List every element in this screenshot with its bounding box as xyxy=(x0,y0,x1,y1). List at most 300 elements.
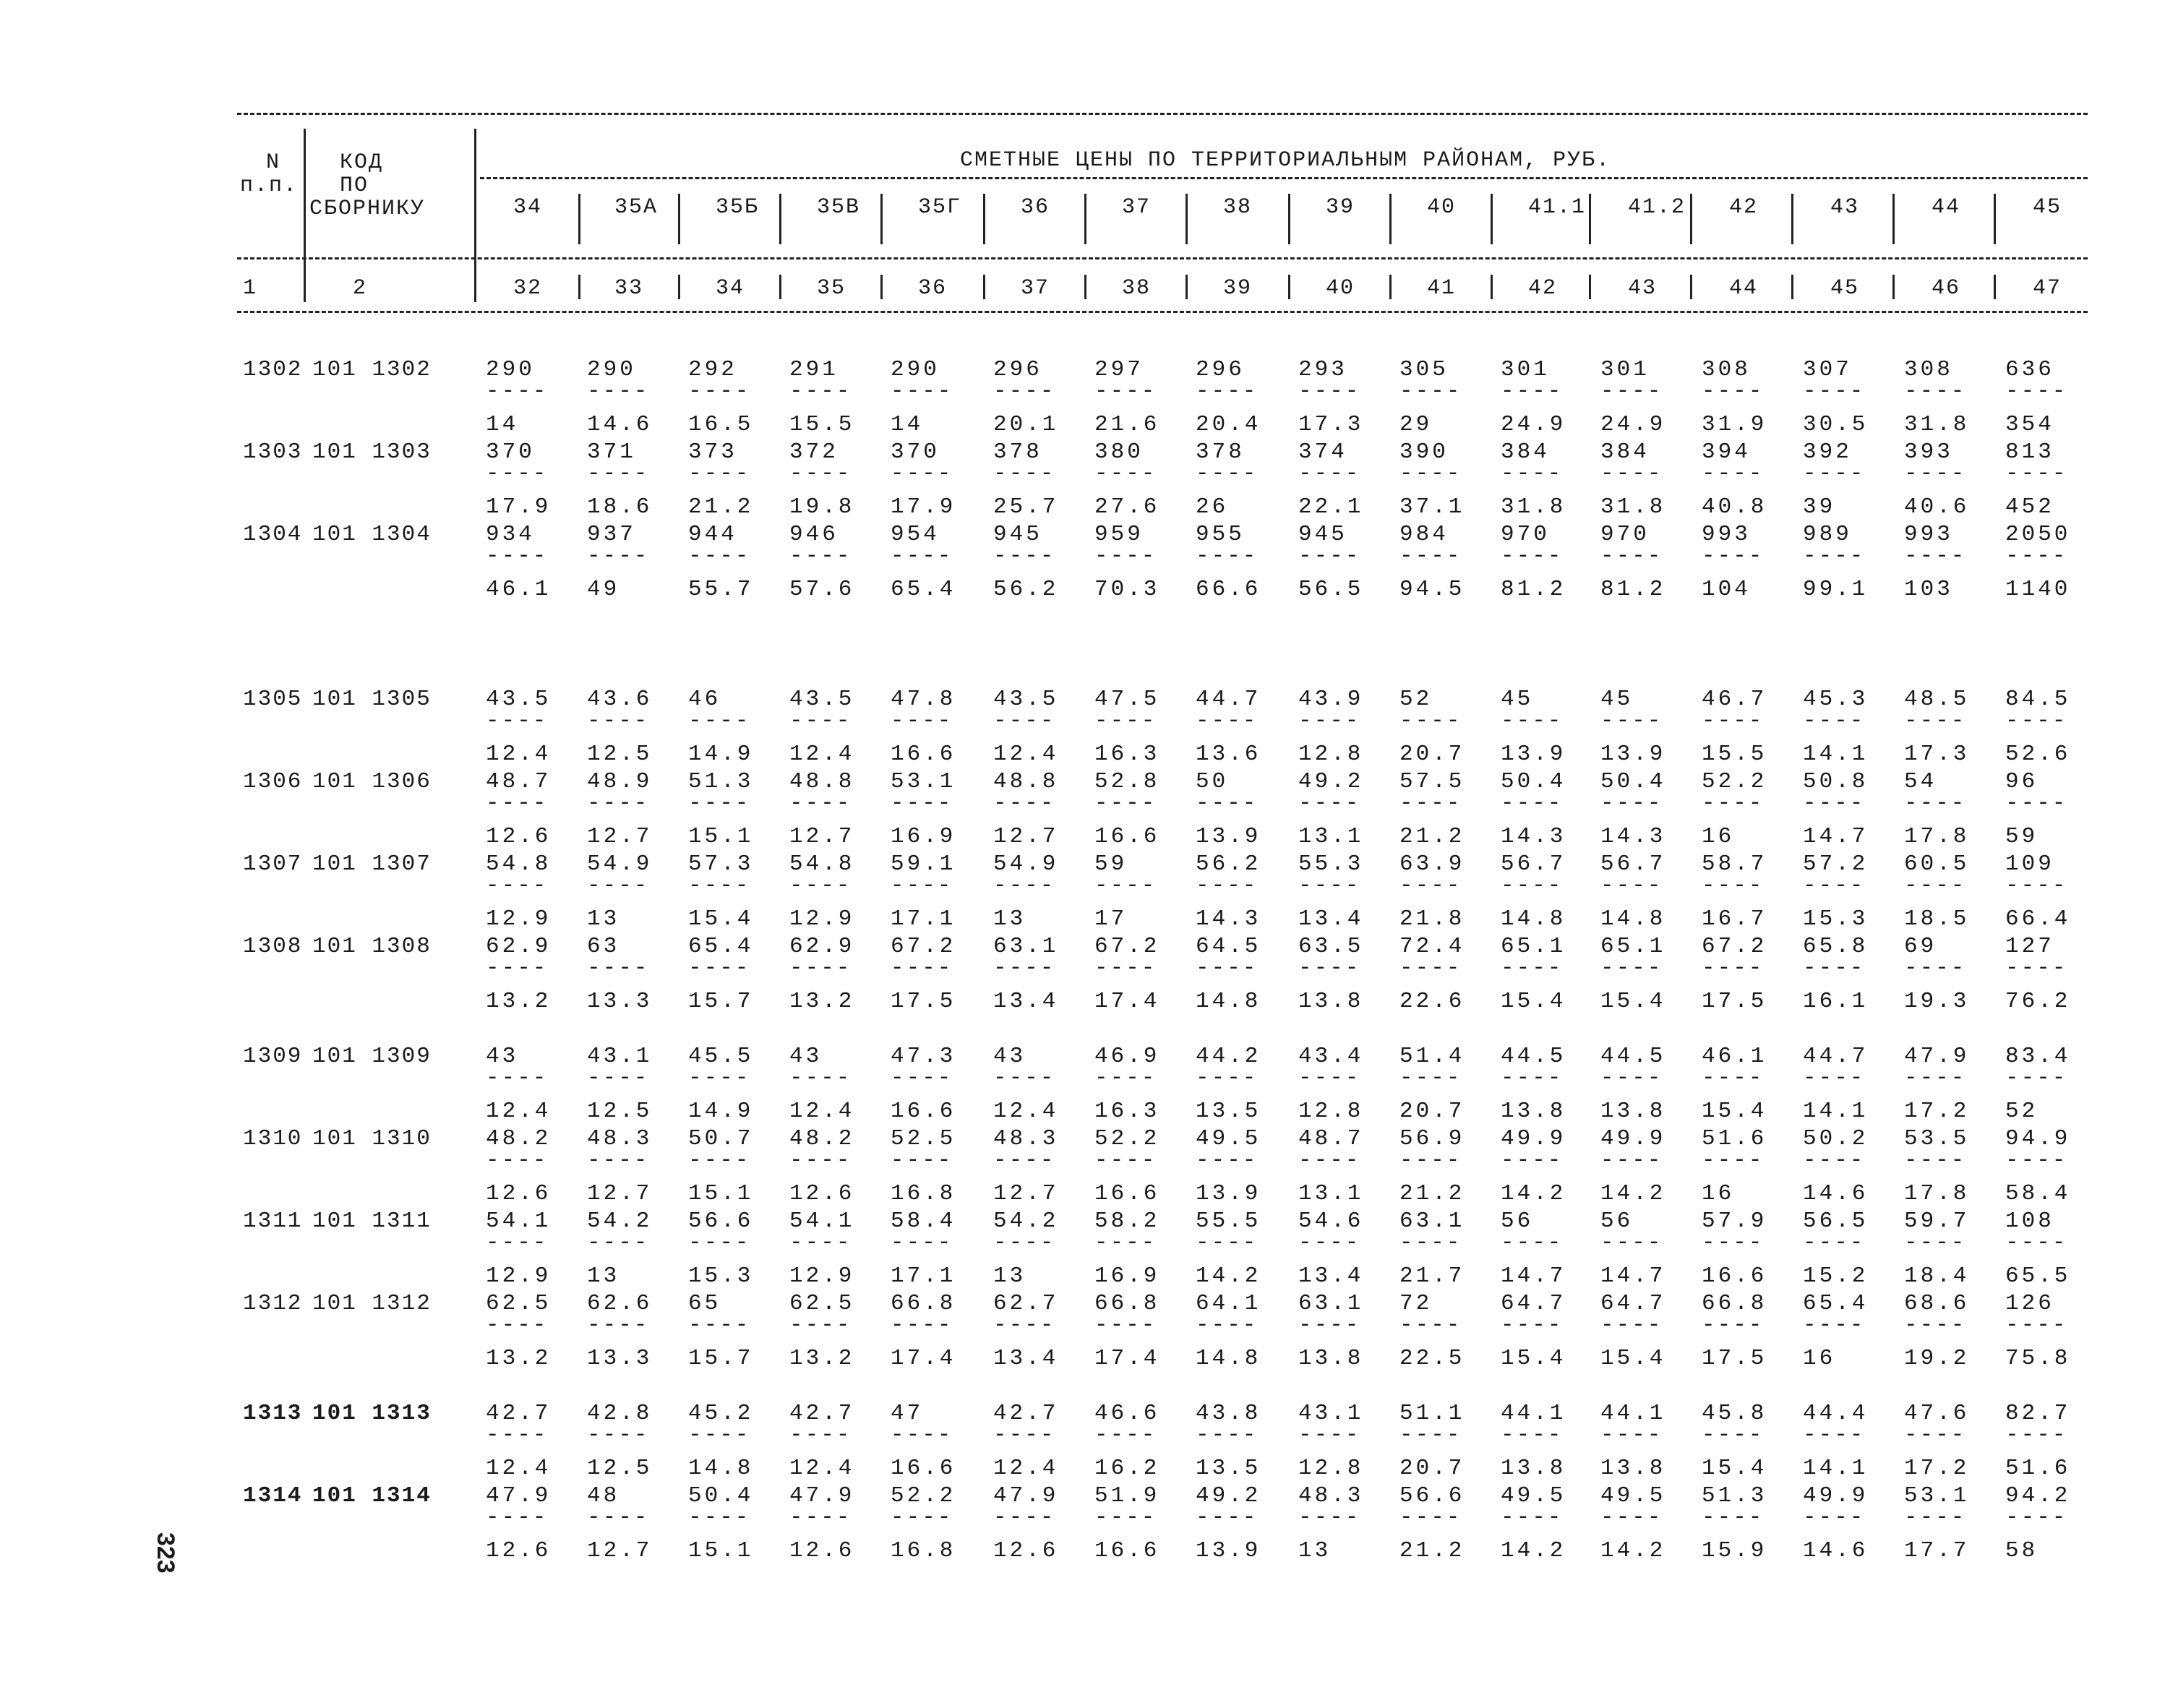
column-number-8: 38 xyxy=(1122,276,1152,301)
fraction-line: ---- xyxy=(789,1230,852,1256)
column-number-9: 39 xyxy=(1223,276,1253,301)
price-cell: 54.1 xyxy=(486,1209,552,1234)
separator-region-4 xyxy=(983,194,985,244)
price-cell: 14.6 xyxy=(587,412,653,437)
price-cell: 21.8 xyxy=(1399,906,1465,932)
fraction-line: ---- xyxy=(1298,544,1361,569)
price-cell: 15.1 xyxy=(688,1181,754,1206)
price-cell: 15.4 xyxy=(1501,1346,1566,1371)
price-cell: 66.8 xyxy=(1094,1291,1160,1316)
header-code-label-3: СБОРНИКУ xyxy=(309,197,426,221)
fraction-line: ---- xyxy=(2005,544,2068,569)
fraction-line: ---- xyxy=(2005,379,2068,404)
price-cell: 96 xyxy=(2005,769,2038,794)
price-cell: 12.4 xyxy=(789,1099,855,1124)
price-cell: 296 xyxy=(993,357,1042,382)
price-cell: 13.6 xyxy=(1196,742,1261,767)
fraction-line: ---- xyxy=(993,873,1056,898)
price-cell: 52.8 xyxy=(1094,769,1160,794)
price-cell: 12.6 xyxy=(789,1181,855,1206)
price-cell: 13.8 xyxy=(1600,1456,1666,1481)
fraction-line: ---- xyxy=(486,791,549,816)
price-cell: 47.6 xyxy=(1904,1401,1970,1426)
fraction-line: ---- xyxy=(688,1313,751,1338)
fraction-line: ---- xyxy=(891,461,953,486)
price-cell: 16.3 xyxy=(1094,1099,1160,1124)
header-top-rule xyxy=(237,113,2088,115)
separator-region-10 xyxy=(1589,194,1591,244)
fraction-line: ---- xyxy=(1094,1422,1157,1448)
price-cell: 813 xyxy=(2005,439,2054,465)
price-cell: 70.3 xyxy=(1094,577,1160,602)
fraction-line: ---- xyxy=(891,1505,953,1530)
price-cell: 62.5 xyxy=(789,1291,855,1316)
fraction-line: ---- xyxy=(1904,544,1967,569)
fraction-line: ---- xyxy=(891,956,953,981)
separator-colnum-14 xyxy=(1994,275,1996,299)
price-cell: 50.7 xyxy=(688,1126,754,1151)
fraction-line: ---- xyxy=(688,544,751,569)
fraction-line: ---- xyxy=(1399,379,1462,404)
fraction-line: ---- xyxy=(1904,791,1967,816)
separator-colnum-13 xyxy=(1892,275,1895,299)
row-number: 1313 xyxy=(243,1401,303,1426)
fraction-line: ---- xyxy=(1702,379,1765,404)
price-cell: 378 xyxy=(1196,439,1245,465)
price-cell: 18.4 xyxy=(1904,1263,1970,1289)
fraction-line: ---- xyxy=(891,1422,953,1448)
price-cell: 126 xyxy=(2005,1291,2054,1316)
price-cell: 43.1 xyxy=(1298,1401,1364,1426)
fraction-line: ---- xyxy=(891,1065,953,1091)
price-cell: 45 xyxy=(1600,687,1634,712)
price-cell: 54.9 xyxy=(993,851,1059,877)
fraction-line: ---- xyxy=(1702,461,1765,486)
column-number-17: 47 xyxy=(2033,276,2062,301)
price-cell: 26 xyxy=(1196,494,1229,520)
row-code: 101 1313 xyxy=(312,1401,432,1426)
fraction-line: ---- xyxy=(1501,791,1564,816)
price-cell: 65.4 xyxy=(1803,1291,1869,1316)
price-cell: 56.2 xyxy=(993,577,1059,602)
fraction-line: ---- xyxy=(1904,1313,1967,1338)
header-code-label-2: ПО xyxy=(340,173,369,198)
fraction-line: ---- xyxy=(1094,791,1157,816)
fraction-line: ---- xyxy=(789,544,852,569)
fraction-line: ---- xyxy=(1702,1065,1765,1091)
fraction-line: ---- xyxy=(1501,1230,1564,1256)
fraction-line: ---- xyxy=(993,708,1056,734)
price-cell: 17.1 xyxy=(891,906,956,932)
fraction-line: ---- xyxy=(789,956,852,981)
fraction-line: ---- xyxy=(1803,1422,1866,1448)
region-header-10: 41.1 xyxy=(1528,195,1587,220)
fraction-line: ---- xyxy=(688,873,751,898)
price-cell: 19.2 xyxy=(1904,1346,1970,1371)
price-cell: 945 xyxy=(993,522,1042,547)
price-cell: 13.4 xyxy=(993,989,1059,1014)
price-cell: 12.4 xyxy=(486,1456,552,1481)
fraction-line: ---- xyxy=(1399,1313,1462,1338)
price-cell: 308 xyxy=(1904,357,1953,382)
price-cell: 16.6 xyxy=(1094,1538,1160,1563)
price-cell: 12.4 xyxy=(993,1456,1059,1481)
row-number: 1314 xyxy=(243,1483,303,1509)
separator-region-2 xyxy=(779,194,781,244)
price-cell: 31.8 xyxy=(1904,412,1970,437)
price-cell: 47.8 xyxy=(891,687,956,712)
price-cell: 12.7 xyxy=(587,824,653,849)
price-cell: 13.8 xyxy=(1501,1456,1566,1481)
price-cell: 69 xyxy=(1904,934,1937,959)
fraction-line: ---- xyxy=(1196,956,1259,981)
fraction-line: ---- xyxy=(1600,1505,1663,1530)
price-cell: 57.2 xyxy=(1803,851,1869,877)
fraction-line: ---- xyxy=(1702,1148,1765,1173)
price-cell: 108 xyxy=(2005,1209,2054,1234)
fraction-line: ---- xyxy=(688,956,751,981)
row-code: 101 1309 xyxy=(312,1044,432,1069)
price-cell: 21.2 xyxy=(1399,1181,1465,1206)
fraction-line: ---- xyxy=(486,1230,549,1256)
region-header-2: 35Б xyxy=(716,195,760,220)
price-cell: 13 xyxy=(587,906,620,932)
price-cell: 946 xyxy=(789,522,839,547)
price-cell: 371 xyxy=(587,439,636,465)
fraction-line: ---- xyxy=(993,1422,1056,1448)
price-cell: 52.2 xyxy=(1702,769,1767,794)
price-cell: 24.9 xyxy=(1600,412,1666,437)
fraction-line: ---- xyxy=(993,461,1056,486)
price-cell: 17 xyxy=(1094,906,1128,932)
fraction-line: ---- xyxy=(1298,379,1361,404)
price-cell: 44.2 xyxy=(1196,1044,1261,1069)
price-cell: 48.8 xyxy=(993,769,1059,794)
price-cell: 56.9 xyxy=(1399,1126,1465,1151)
price-cell: 21.2 xyxy=(688,494,754,520)
header-mid-rule xyxy=(237,257,2088,259)
price-cell: 15.2 xyxy=(1803,1263,1869,1289)
price-cell: 14.9 xyxy=(688,1099,754,1124)
region-header-3: 35В xyxy=(817,195,861,220)
price-cell: 51.6 xyxy=(2005,1456,2071,1481)
price-cell: 370 xyxy=(486,439,535,465)
price-cell: 989 xyxy=(1803,522,1852,547)
fraction-line: ---- xyxy=(1803,791,1866,816)
fraction-line: ---- xyxy=(1600,1230,1663,1256)
separator-region-0 xyxy=(578,194,580,244)
fraction-line: ---- xyxy=(1904,461,1967,486)
row-number: 1304 xyxy=(243,522,303,547)
fraction-line: ---- xyxy=(1702,1505,1765,1530)
price-cell: 64.7 xyxy=(1600,1291,1666,1316)
price-cell: 13.9 xyxy=(1196,1538,1261,1563)
fraction-line: ---- xyxy=(1803,1505,1866,1530)
price-cell: 48.2 xyxy=(486,1126,552,1151)
price-cell: 48.9 xyxy=(587,769,653,794)
price-cell: 67.2 xyxy=(891,934,956,959)
price-cell: 58 xyxy=(2005,1538,2038,1563)
row-code: 101 1310 xyxy=(312,1126,432,1151)
fraction-line: ---- xyxy=(2005,1148,2068,1173)
price-cell: 14.7 xyxy=(1501,1263,1566,1289)
fraction-line: ---- xyxy=(1501,544,1564,569)
price-cell: 636 xyxy=(2005,357,2054,382)
fraction-line: ---- xyxy=(1702,708,1765,734)
price-cell: 57.9 xyxy=(1702,1209,1767,1234)
fraction-line: ---- xyxy=(1904,708,1967,734)
fraction-line: ---- xyxy=(486,1505,549,1530)
price-cell: 58.2 xyxy=(1094,1209,1160,1234)
price-cell: 12.9 xyxy=(789,1263,855,1289)
price-cell: 56.7 xyxy=(1501,851,1566,877)
fraction-line: ---- xyxy=(1399,1422,1462,1448)
price-cell: 21.2 xyxy=(1399,824,1465,849)
fraction-line: ---- xyxy=(1904,956,1967,981)
fraction-line: ---- xyxy=(1803,1065,1866,1091)
price-cell: 49.5 xyxy=(1196,1126,1261,1151)
separator-region-5 xyxy=(1084,194,1086,244)
price-cell: 12.4 xyxy=(993,1099,1059,1124)
price-cell: 13.9 xyxy=(1501,742,1566,767)
price-cell: 12.9 xyxy=(486,906,552,932)
price-cell: 51.1 xyxy=(1399,1401,1465,1426)
price-cell: 12.5 xyxy=(587,1456,653,1481)
price-cell: 103 xyxy=(1904,577,1953,602)
price-cell: 42.7 xyxy=(789,1401,855,1426)
fraction-line: ---- xyxy=(789,1065,852,1091)
fraction-line: ---- xyxy=(1702,791,1765,816)
fraction-line: ---- xyxy=(891,791,953,816)
price-cell: 13.8 xyxy=(1298,989,1364,1014)
price-cell: 380 xyxy=(1094,439,1144,465)
price-cell: 45 xyxy=(1501,687,1534,712)
fraction-line: ---- xyxy=(1298,1230,1361,1256)
row-code: 101 1306 xyxy=(312,769,432,794)
price-cell: 58.7 xyxy=(1702,851,1767,877)
fraction-line: ---- xyxy=(1399,791,1462,816)
price-cell: 40.8 xyxy=(1702,494,1767,520)
price-cell: 12.7 xyxy=(993,824,1059,849)
price-cell: 47.5 xyxy=(1094,687,1160,712)
price-cell: 51.3 xyxy=(688,769,754,794)
price-cell: 12.4 xyxy=(789,1456,855,1481)
fraction-line: ---- xyxy=(1196,1313,1259,1338)
fraction-line: ---- xyxy=(1399,1148,1462,1173)
price-cell: 16.3 xyxy=(1094,742,1160,767)
separator-code xyxy=(474,129,476,302)
row-number: 1309 xyxy=(243,1044,303,1069)
price-cell: 43.8 xyxy=(1196,1401,1261,1426)
column-number-7: 37 xyxy=(1021,276,1050,301)
fraction-line: ---- xyxy=(486,461,549,486)
fraction-line: ---- xyxy=(2005,1422,2068,1448)
fraction-line: ---- xyxy=(1196,1230,1259,1256)
price-cell: 53.5 xyxy=(1904,1126,1970,1151)
fraction-line: ---- xyxy=(1501,708,1564,734)
row-code: 101 1302 xyxy=(312,357,432,382)
separator-colnum-6 xyxy=(1186,275,1188,299)
separator-colnum-2 xyxy=(779,275,781,299)
price-cell: 65.1 xyxy=(1501,934,1566,959)
price-cell: 57.6 xyxy=(789,577,855,602)
price-cell: 46 xyxy=(688,687,721,712)
price-cell: 16.6 xyxy=(891,1099,956,1124)
price-cell: 94.2 xyxy=(2005,1483,2071,1509)
fraction-line: ---- xyxy=(789,379,852,404)
fraction-line: ---- xyxy=(993,956,1056,981)
fraction-line: ---- xyxy=(891,873,953,898)
fraction-line: ---- xyxy=(2005,1230,2068,1256)
row-code: 101 1311 xyxy=(312,1209,432,1234)
fraction-line: ---- xyxy=(1298,1313,1361,1338)
price-cell: 12.6 xyxy=(486,824,552,849)
price-cell: 49.5 xyxy=(1501,1483,1566,1509)
price-cell: 16.9 xyxy=(891,824,956,849)
price-cell: 56.5 xyxy=(1803,1209,1869,1234)
header-group-rule xyxy=(480,177,2088,179)
fraction-line: ---- xyxy=(1298,1065,1361,1091)
fraction-line: ---- xyxy=(789,461,852,486)
fraction-line: ---- xyxy=(1399,708,1462,734)
price-cell: 50.4 xyxy=(1501,769,1566,794)
fraction-line: ---- xyxy=(2005,1505,2068,1530)
fraction-line: ---- xyxy=(1904,1230,1967,1256)
fraction-line: ---- xyxy=(587,956,650,981)
fraction-line: ---- xyxy=(1399,1065,1462,1091)
fraction-line: ---- xyxy=(1904,1505,1967,1530)
price-cell: 394 xyxy=(1702,439,1751,465)
price-cell: 43.5 xyxy=(993,687,1059,712)
price-cell: 301 xyxy=(1600,357,1650,382)
price-cell: 47.9 xyxy=(486,1483,552,1509)
price-cell: 17.3 xyxy=(1298,412,1364,437)
price-cell: 45.8 xyxy=(1702,1401,1767,1426)
region-header-15: 45 xyxy=(2033,195,2062,220)
price-cell: 63.5 xyxy=(1298,934,1364,959)
fraction-line: ---- xyxy=(1803,461,1866,486)
price-cell: 65.4 xyxy=(891,577,956,602)
price-cell: 13.8 xyxy=(1298,1346,1364,1371)
fraction-line: ---- xyxy=(1501,956,1564,981)
price-cell: 970 xyxy=(1501,522,1550,547)
price-cell: 44.5 xyxy=(1600,1044,1666,1069)
price-cell: 47.9 xyxy=(789,1483,855,1509)
fraction-line: ---- xyxy=(587,791,650,816)
price-cell: 14.1 xyxy=(1803,1099,1869,1124)
fraction-line: ---- xyxy=(1600,1422,1663,1448)
price-cell: 29 xyxy=(1399,412,1433,437)
price-cell: 53.1 xyxy=(1904,1483,1970,1509)
price-cell: 22.1 xyxy=(1298,494,1364,520)
price-cell: 42.7 xyxy=(993,1401,1059,1426)
fraction-line: ---- xyxy=(1803,1230,1866,1256)
column-number-12: 42 xyxy=(1528,276,1558,301)
price-cell: 13.9 xyxy=(1196,1181,1261,1206)
separator-colnum-9 xyxy=(1491,275,1493,299)
fraction-line: ---- xyxy=(993,379,1056,404)
separator-colnum-12 xyxy=(1791,275,1793,299)
row-number: 1307 xyxy=(243,851,303,877)
price-cell: 65.5 xyxy=(2005,1263,2071,1289)
fraction-line: ---- xyxy=(1501,1313,1564,1338)
column-number-15: 45 xyxy=(1830,276,1860,301)
price-cell: 12.6 xyxy=(486,1181,552,1206)
price-cell: 16.2 xyxy=(1094,1456,1160,1481)
price-cell: 993 xyxy=(1702,522,1751,547)
price-cell: 82.7 xyxy=(2005,1401,2071,1426)
column-number-6: 36 xyxy=(918,276,948,301)
price-cell: 44.5 xyxy=(1501,1044,1566,1069)
price-cell: 62.5 xyxy=(486,1291,552,1316)
price-cell: 297 xyxy=(1094,357,1144,382)
price-cell: 37.1 xyxy=(1399,494,1465,520)
price-cell: 43.5 xyxy=(486,687,552,712)
price-cell: 17.2 xyxy=(1904,1456,1970,1481)
price-cell: 373 xyxy=(688,439,737,465)
price-cell: 25.7 xyxy=(993,494,1059,520)
price-cell: 21.7 xyxy=(1399,1263,1465,1289)
fraction-line: ---- xyxy=(1904,379,1967,404)
fraction-line: ---- xyxy=(688,1148,751,1173)
fraction-line: ---- xyxy=(1196,791,1259,816)
fraction-line: ---- xyxy=(1298,1148,1361,1173)
fraction-line: ---- xyxy=(1600,873,1663,898)
fraction-line: ---- xyxy=(993,791,1056,816)
price-cell: 60.5 xyxy=(1904,851,1970,877)
price-cell: 65.1 xyxy=(1600,934,1666,959)
price-cell: 1140 xyxy=(2005,577,2071,602)
price-cell: 293 xyxy=(1298,357,1347,382)
separator-region-7 xyxy=(1288,194,1290,244)
price-cell: 17.8 xyxy=(1904,1181,1970,1206)
price-cell: 378 xyxy=(993,439,1042,465)
fraction-line: ---- xyxy=(587,1422,650,1448)
price-cell: 14.8 xyxy=(1196,989,1261,1014)
price-cell: 56 xyxy=(1600,1209,1634,1234)
price-cell: 17.5 xyxy=(1702,1346,1767,1371)
fraction-line: ---- xyxy=(1094,544,1157,569)
region-header-13: 43 xyxy=(1830,195,1860,220)
price-cell: 290 xyxy=(891,357,940,382)
fraction-line: ---- xyxy=(789,873,852,898)
price-cell: 109 xyxy=(2005,851,2054,877)
price-cell: 15.1 xyxy=(688,1538,754,1563)
price-cell: 51.9 xyxy=(1094,1483,1160,1509)
fraction-line: ---- xyxy=(587,1313,650,1338)
price-cell: 16.6 xyxy=(1094,824,1160,849)
price-cell: 17.9 xyxy=(486,494,552,520)
price-cell: 63.1 xyxy=(993,934,1059,959)
fraction-line: ---- xyxy=(1600,1065,1663,1091)
price-cell: 12.6 xyxy=(993,1538,1059,1563)
fraction-line: ---- xyxy=(486,1065,549,1091)
price-cell: 50.4 xyxy=(688,1483,754,1509)
fraction-line: ---- xyxy=(1600,544,1663,569)
price-cell: 13.3 xyxy=(587,1346,653,1371)
fraction-line: ---- xyxy=(1600,1313,1663,1338)
price-cell: 13 xyxy=(993,1263,1026,1289)
price-cell: 16.1 xyxy=(1803,989,1869,1014)
price-cell: 48.7 xyxy=(486,769,552,794)
fraction-line: ---- xyxy=(789,1313,852,1338)
price-cell: 72.4 xyxy=(1399,934,1465,959)
price-cell: 13.3 xyxy=(587,989,653,1014)
price-cell: 13.8 xyxy=(1501,1099,1566,1124)
price-cell: 13.4 xyxy=(993,1346,1059,1371)
price-cell: 14.1 xyxy=(1803,742,1869,767)
price-cell: 48.7 xyxy=(1298,1126,1364,1151)
